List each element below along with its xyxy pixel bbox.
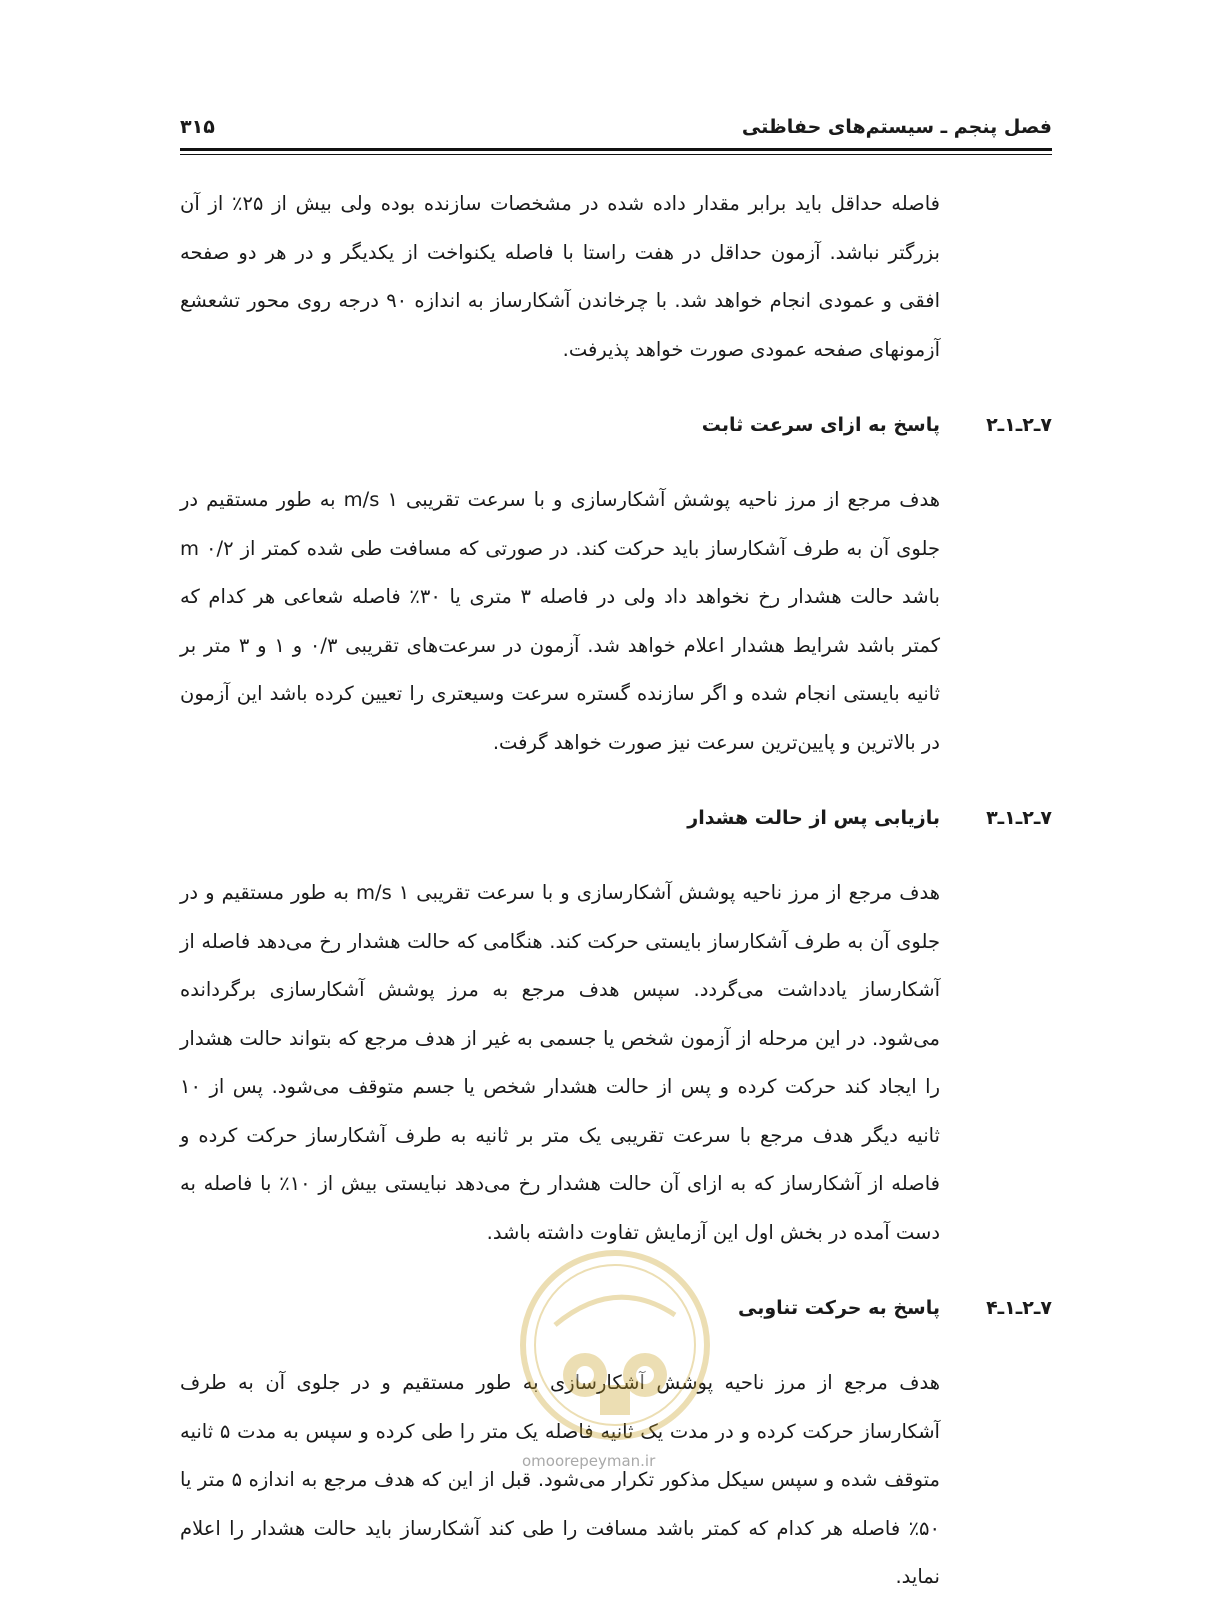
section-title: بازیابی پس از حالت هشدار (687, 807, 940, 829)
section-heading-constant-speed (68, 408, 1052, 448)
section-number: ۷ـ۲ـ۱ـ۲ (986, 414, 1052, 436)
paragraph-intro: فاصله حداقل باید برابر مقدار داده شده در مشخصات سازنده بوده ولی بیش از ۲۵٪ از آن بزرگتر نباشد. آزمون حداقل در هفت راستا با فاصله یکنواخت از یکدیگر و در هر دو صفحه افقی و عمودی انجام خواهد شد. با چرخاندن آشکارساز به اندازه ۹۰ درجه روی محور تشعشع آزمونهای صفحه عمودی صورت خواهد پذیرفت. (180, 192, 940, 361)
paragraph-periodic-motion: هدف مرجع از مرز ناحیه پوشش آشکارسازی به طور مستقیم و در جلوی آن به طرف آشکارساز حرکت کرده و در مدت یک ثانیه فاصله یک متر را طی کرده و سپس به مدت ۵ ثانیه متوقف شده و سپس سیکل مذکور تکرار می‌شود. قبل از این که هدف مرجع به اندازه ۵ متر یا ۵۰٪ فاصله هر کدام که کمتر باشد مسافت را طی کند آشکارساز باید حالت هشدار را اعلام نماید. (180, 1371, 941, 1588)
header-rule-thick (180, 148, 1052, 151)
section-title: پاسخ به حرکت تناوبی (737, 1297, 940, 1319)
chapter-title: فصل پنجم ـ سیستم‌های حفاظتی (741, 116, 1052, 138)
paragraph-constant-speed: هدف مرجع از مرز ناحیه پوشش آشکارسازی و با سرعت تقریبی ۱ m/s به طور مستقیم در جلوی آن به طرف آشکارساز باید حرکت کند. در صورتی که مسافت طی شده کمتر از ۰/۲ m باشد حالت هشدار رخ نخواهد داد ولی در فاصله ۳ متری یا ۳۰٪ فاصله شعاعی هر کدام که کمتر باشد شرایط هشدار اعلام خواهد شد. آزمون در سرعت‌های تقریبی ۰/۳ و ۱ و ۳ متر بر ثانیه بایستی انجام شده و اگر سازنده گستره سرعت وسیعتری را تعیین کرده باشد این آزمون در بالاترین و پایین‌ترین سرعت نیز صورت خواهد گرفت. (180, 488, 941, 754)
watermark-logo-icon (515, 1245, 715, 1445)
section-title: پاسخ به ازای سرعت ثابت (701, 414, 940, 436)
page-number: ۳۱۵ (180, 116, 215, 138)
section-heading-periodic-motion (68, 1291, 1052, 1331)
page-header (180, 112, 1052, 148)
section-heading-recovery (68, 801, 1052, 841)
section-number: ۷ـ۲ـ۱ـ۳ (986, 807, 1052, 829)
paragraph-recovery: هدف مرجع از مرز ناحیه پوشش آشکارسازی و با سرعت تقریبی ۱ m/s به طور مستقیم و در جلوی آن به طرف آشکارساز بایستی حرکت کند. هنگامی که حالت هشدار رخ می‌دهد فاصله از آشکارساز یادداشت می‌گردد. سپس هدف مرجع به مرز پوشش آشکارسازی برگردانده می‌شود. در این مرحله از آزمون شخص یا جسمی به غیر از هدف مرجع که بتواند حالت هشدار را ایجاد کند حرکت کرده و پس از حالت هشدار شخص یا جسم متوقف می‌شود. پس از ۱۰ ثانیه دیگر هدف مرجع با سرعت تقریبی یک متر بر ثانیه به طرف آشکارساز حرکت کرده و فاصله از آشکارساز که به ازای آن حالت هشدار رخ می‌دهد نبایستی بیش از ۱۰٪ با فاصله به دست آمده در بخش اول این آزمایش تفاوت داشته باشد. (180, 881, 940, 1244)
header-rule-thin (180, 154, 1052, 155)
watermark-caption: omoorepeyman.ir (522, 1452, 656, 1470)
section-number: ۷ـ۲ـ۱ـ۴ (986, 1297, 1052, 1319)
